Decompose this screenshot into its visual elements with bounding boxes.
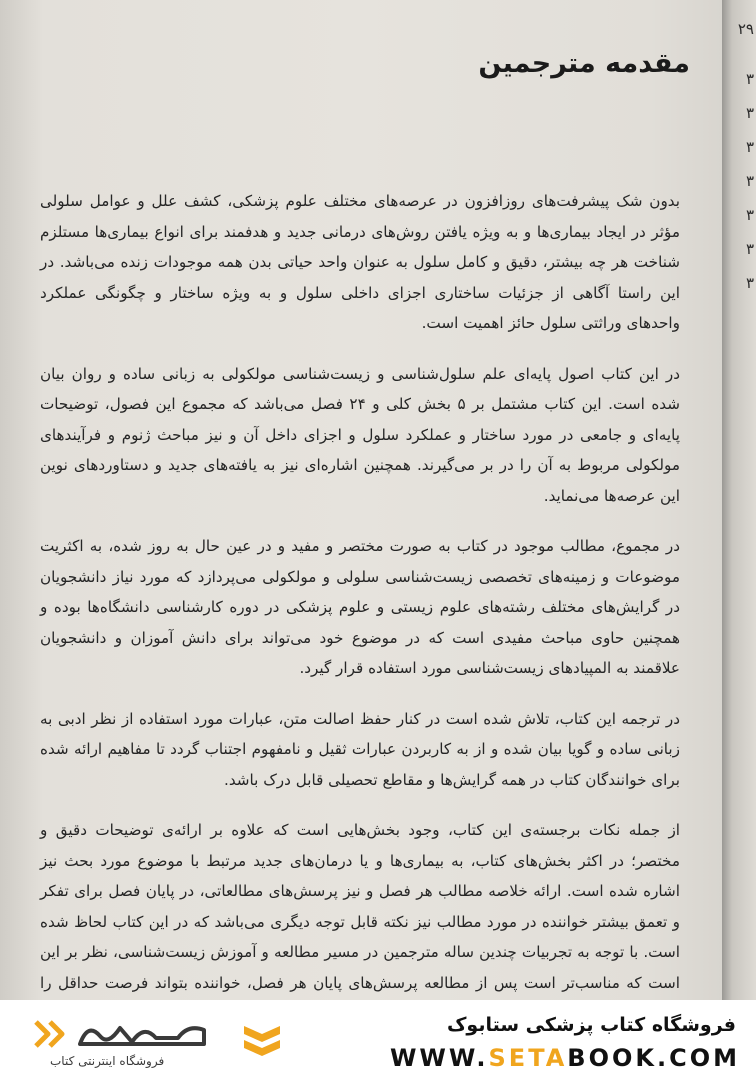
edge-page-number: ۳ — [745, 206, 754, 224]
edge-page-number: ۲۹ — [737, 20, 754, 38]
edge-page-number: ۳ — [745, 240, 754, 258]
edge-page-number: ۳ — [745, 70, 754, 88]
paragraph: در مجموع، مطالب موجود در کتاب به صورت مختصر و مفید و در عین حال به روز شده، به اکثریت موضوعات و زمینه‌های تخصصی زیست‌شناسی سلولی و مولکولی می‌پردازد که مورد نیاز دانشجویان در گرایش‌های مختلف رشته‌های علوم زیستی و علوم پزشکی در دوره کارشناسی دانشگاه‌ها بوده و همچنین حاوی مباحث مفیدی است که در موضوع خود می‌تواند برای دانش آموزان و دانشجویان علاقمند به المپیادهای زیست‌شناسی مورد استفاده قرار گیرد. — [40, 537, 680, 677]
page-title: مقدمه مترجمین — [478, 48, 690, 79]
setabook-logo — [28, 1014, 288, 1070]
url-suffix: BOOK.COM — [567, 1044, 740, 1072]
paragraph: از جمله نکات برجسته‌ی این کتاب، وجود بخش‌هایی است که علاوه بر ارائه‌ی توضیحات دقیق و مختصر؛ در اکثر بخش‌های کتاب، به بیماری‌ها و یا درمان‌های جدید مرتبط با موضوع مورد بحث نیز اشاره شده است. ارائه خلاصه مطالب هر فصل و نیز پرسش‌های مطالعاتی، در پایان فصل برای تفکر و تعمق بیشتر خواننده در مورد مطالب نیز نکته قابل توجه دیگری می‌باشد که در این کتاب لحاظ شده است. با توجه به تجربیات چندین ساله مترجمین در مسیر مطالعه و آموزش زیست‌شناسی، نظر بر این است که مناسب‌تر است پس از مطالعه پرسش‌های پایان هر فصل، خواننده بتواند فرصت حداقل را — [40, 821, 680, 992]
shop-url[interactable] — [390, 1044, 740, 1072]
logo-wordmark-icon — [28, 1014, 228, 1054]
url-highlight: SETA — [488, 1044, 568, 1072]
logo-chevron-icon — [240, 1020, 284, 1064]
paragraph: بدون شک پیشرفت‌های روزافزون در عرصه‌های مختلف علوم پزشکی، کشف علل و عوامل سلولی مؤثر در ایجاد بیماری‌ها و به ویژه یافتن روش‌های درمانی جدید و هدفمند برای انواع بیماری‌ها مستلزم شناخت هر چه بیشتر، دقیق و کامل سلول به عنوان واحد حیاتی بدن همه موجودات زنده می‌باشد. در این راستا آگاهی از جزئیات ساختاری اجزای داخلی سلول و به ویژه ساختار و چگونگی عملکرد واحدهای وراثتی سلول حائز اهمیت است. — [40, 192, 680, 332]
adjacent-page-edge — [722, 0, 756, 1000]
edge-page-number: ۳ — [745, 274, 754, 292]
edge-page-number: ۳ — [745, 172, 754, 190]
url-prefix: WWW. — [389, 1044, 489, 1072]
paragraph: در این کتاب اصول پایه‌ای علم سلول‌شناسی و زیست‌شناسی مولکولی به زبانی ساده و روان بیان شده است. این کتاب مشتمل بر ۵ بخش کلی و ۲۴ فصل می‌باشد که مجموع این فصول، توضیحات پایه‌ای و جامعی در مورد ساختار و عملکرد سلول و اجزای داخل آن و نیز مباحث ژنوم و فرآیندهای مولکولی مربوط به آن را در بر می‌گیرند. همچنین اشاره‌ای نیز به یافته‌های جدید و دستاوردهای نوین این عرصه‌ها می‌نماید. — [40, 364, 680, 505]
paragraph: در ترجمه این کتاب، تلاش شده است در کنار حفظ اصالت متن، عبارات مورد استفاده از نظر ادبی به زبانی ساده و گویا بیان شده و از به کاربردن عبارات ثقیل و نامفهوم اجتناب گردد تا مفاهیم ارائه شده برای خوانندگان کتاب در همه گرایش‌ها و مقاطع تحصیلی قابل درک باشد. — [40, 709, 680, 789]
logo-tagline: فروشگاه اینترنتی کتاب — [50, 1054, 165, 1068]
shop-name: فروشگاه کتاب پزشکی ستابوک — [446, 1014, 736, 1036]
body-text — [40, 186, 680, 1000]
edge-page-number: ۳ — [745, 104, 754, 122]
edge-page-number: ۳ — [745, 138, 754, 156]
store-watermark-banner — [0, 1000, 756, 1080]
